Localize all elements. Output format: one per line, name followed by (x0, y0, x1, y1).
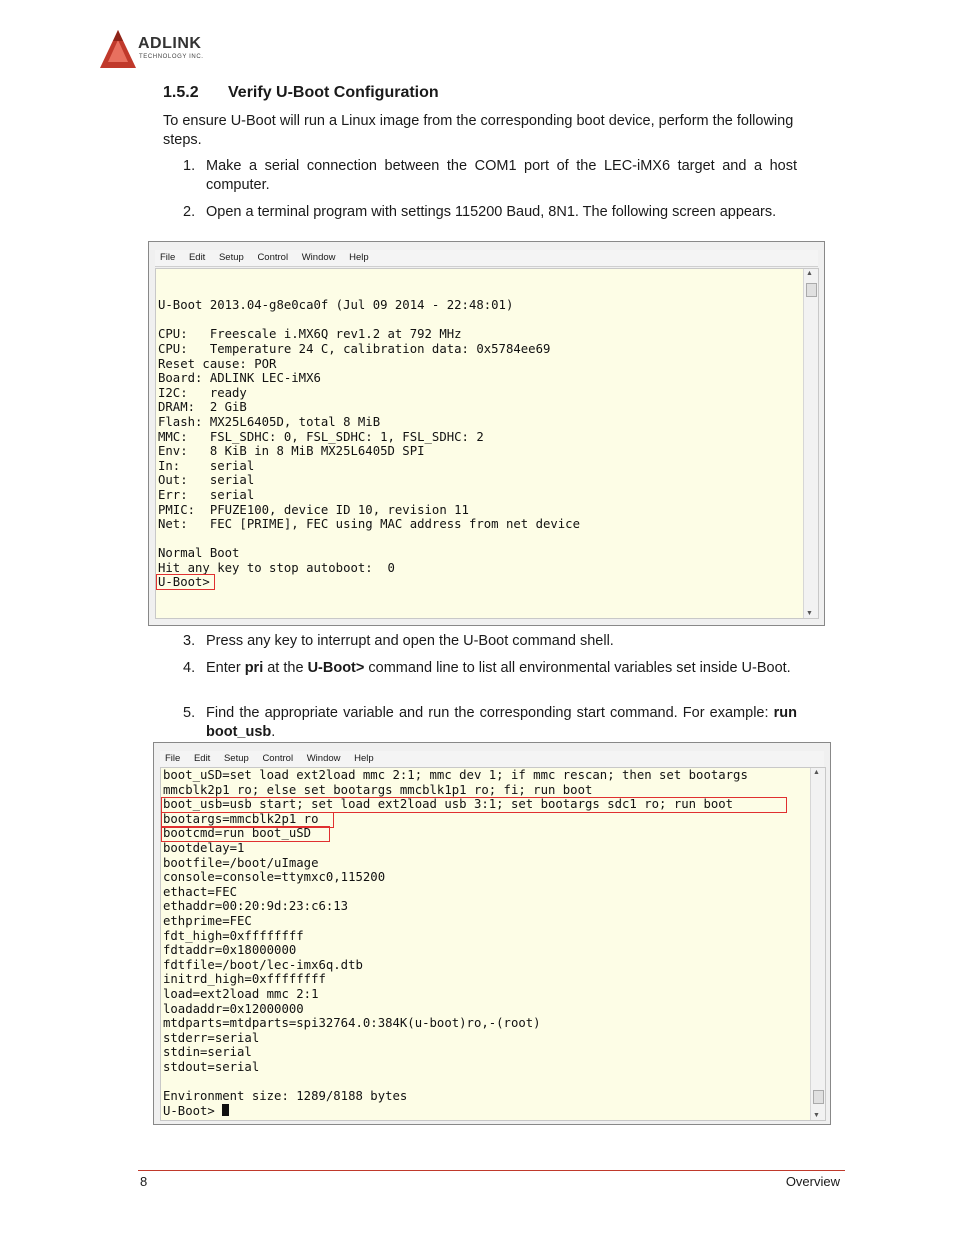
terminal-scrollbar[interactable] (803, 269, 818, 618)
section-number: 1.5.2 (163, 84, 199, 101)
menu-setup[interactable]: Setup (223, 753, 249, 764)
brand-tagline: TECHNOLOGY INC. (139, 54, 204, 60)
terminal-screen[interactable] (155, 268, 819, 619)
boot-usb-highlight (161, 797, 787, 813)
scroll-thumb[interactable] (806, 283, 817, 297)
terminal-line: initrd_high=0xffffffff (163, 972, 326, 987)
terminal-line: mmcblk2p1 ro; else set bootargs mmcblk1p1 ro; fi; run boot (163, 782, 593, 797)
menu-edit[interactable]: Edit (188, 252, 206, 263)
scroll-up-icon[interactable]: ▲ (806, 270, 813, 277)
terminal-line (158, 313, 580, 328)
terminal-line: DRAM: 2 GiB (158, 400, 247, 415)
terminal-line: Env: 8 KiB in 8 MiB MX25L6405D SPI (158, 444, 425, 459)
terminal-line: ethaddr=00:20:9d:23:c6:13 (163, 899, 349, 914)
step-4 (183, 659, 797, 678)
menu-edit[interactable]: Edit (193, 753, 211, 764)
scroll-thumb[interactable] (813, 1090, 824, 1104)
terminal-scrollbar[interactable] (810, 768, 825, 1120)
step-number: 4. (183, 660, 196, 676)
terminal-output (158, 269, 580, 590)
terminal-line: fdtfile=/boot/lec-imx6q.dtb (163, 957, 363, 972)
terminal-line: ethprime=FEC (163, 913, 252, 928)
terminal-line: load=ext2load mmc 2:1 (163, 986, 319, 1001)
scroll-down-icon[interactable]: ▼ (806, 610, 813, 617)
section-title: Verify U-Boot Configuration (228, 84, 439, 101)
menu-file[interactable]: File (165, 753, 181, 764)
step-1 (183, 157, 797, 194)
scroll-down-icon[interactable]: ▼ (813, 1112, 820, 1119)
step-text: Press any key to interrupt and open the U-Boot command shell. (206, 633, 614, 649)
terminal-line (158, 284, 580, 299)
terminal-menubar (155, 250, 818, 267)
terminal-line: Hit any key to stop autoboot: 0 (158, 560, 395, 575)
terminal-line: In: serial (158, 458, 255, 473)
terminal-line: stdout=serial (163, 1059, 260, 1074)
terminal-line (163, 1074, 748, 1089)
menu-help[interactable]: Help (354, 753, 374, 764)
terminal-window-boot (148, 241, 825, 626)
terminal-line: loadaddr=0x12000000 (163, 1001, 304, 1016)
step-number: 1. (183, 158, 196, 174)
footer-rule (138, 1170, 845, 1171)
bootcmd-highlight (161, 826, 330, 842)
step-text: Find the appropriate variable and run the corresponding start command. For example: run boot_usb. (206, 705, 797, 740)
terminal-menubar (160, 751, 824, 768)
step-text: Make a serial connection between the COM1 port of the LEC-iMX6 target and a host computer. (206, 158, 797, 193)
terminal-window-env (153, 742, 831, 1125)
menu-setup[interactable]: Setup (218, 252, 244, 263)
terminal-line: Reset cause: POR (158, 356, 277, 371)
terminal-line: PMIC: PFUZE100, device ID 10, revision 11 (158, 502, 469, 517)
terminal-line: Environment size: 1289/8188 bytes (163, 1089, 408, 1104)
page-number: 8 (140, 1174, 148, 1189)
menu-window[interactable]: Window (301, 252, 336, 263)
terminal-line: MMC: FSL_SDHC: 0, FSL_SDHC: 1, FSL_SDHC: 2 (158, 429, 484, 444)
scroll-up-icon[interactable]: ▲ (813, 769, 820, 776)
terminal-line: boot_uSD=set load ext2load mmc 2:1; mmc dev 1; if mmc rescan; then set bootargs (163, 768, 748, 782)
terminal-line: bootdelay=1 (163, 840, 245, 855)
terminal-line: Board: ADLINK LEC-iMX6 (158, 371, 321, 386)
terminal-line: boot_usb=usb start; set load ext2load usb 3:1; set bootargs sdc1 ro; run boot (163, 797, 734, 812)
terminal-line: Err: serial (158, 487, 255, 502)
step-2 (183, 203, 797, 222)
terminal-line: Out: serial (158, 473, 255, 488)
step-number: 2. (183, 204, 196, 220)
terminal-line: stderr=serial (163, 1030, 260, 1045)
menu-help[interactable]: Help (349, 252, 369, 263)
step-3 (183, 632, 797, 651)
terminal-line: I2C: ready (158, 385, 247, 400)
terminal-line: Net: FEC [PRIME], FEC using MAC address from net device (158, 517, 580, 532)
terminal-line: bootcmd=run boot_uSD (163, 826, 312, 841)
step-text: Open a terminal program with settings 115200 Baud, 8N1. The following screen appears. (206, 204, 777, 220)
terminal-line (158, 269, 580, 284)
terminal-line: fdt_high=0xffffffff (163, 928, 304, 943)
step-number: 5. (183, 705, 196, 721)
terminal-line: bootfile=/boot/uImage (163, 855, 319, 870)
terminal-line: U-Boot 2013.04-g8e0ca0f (Jul 09 2014 - 22:48:01) (158, 298, 514, 313)
menu-window[interactable]: Window (306, 753, 341, 764)
terminal-line: console=console=ttymxc0,115200 (163, 870, 386, 885)
terminal-screen[interactable] (160, 767, 826, 1121)
terminal-line: Flash: MX25L6405D, total 8 MiB (158, 414, 381, 429)
step-number: 3. (183, 633, 196, 649)
text-cursor (222, 1104, 229, 1116)
intro-paragraph: To ensure U-Boot will run a Linux image from the corresponding boot device, perform the following steps. (163, 113, 794, 148)
menu-control[interactable]: Control (257, 252, 289, 263)
uboot-prompt-highlight (156, 574, 215, 590)
menu-control[interactable]: Control (262, 753, 294, 764)
brand-name: ADLINK (138, 35, 202, 52)
terminal-line: U-Boot> (163, 1104, 748, 1119)
terminal-line: fdtaddr=0x18000000 (163, 943, 297, 958)
chapter-name: Overview (785, 1174, 840, 1189)
terminal-line (158, 532, 580, 547)
terminal-line: bootargs=mmcblk2p1 ro (163, 811, 319, 826)
terminal-line: Normal Boot (158, 546, 240, 561)
terminal-line: U-Boot> (158, 575, 210, 590)
terminal-line: ethact=FEC (163, 884, 238, 899)
terminal-line: CPU: Freescale i.MX6Q rev1.2 at 792 MHz (158, 327, 462, 342)
menu-file[interactable]: File (160, 252, 176, 263)
step-text: Enter pri at the U-Boot> command line to list all environmental variables set inside U-Boot. (206, 660, 791, 676)
terminal-line: mtdparts=mtdparts=spi32764.0:384K(u-boot)ro,-(root) (163, 1016, 541, 1031)
terminal-line: CPU: Temperature 24 C, calibration data: 0x5784ee69 (158, 341, 551, 356)
step-5 (183, 704, 797, 741)
terminal-line: stdin=serial (163, 1045, 252, 1060)
